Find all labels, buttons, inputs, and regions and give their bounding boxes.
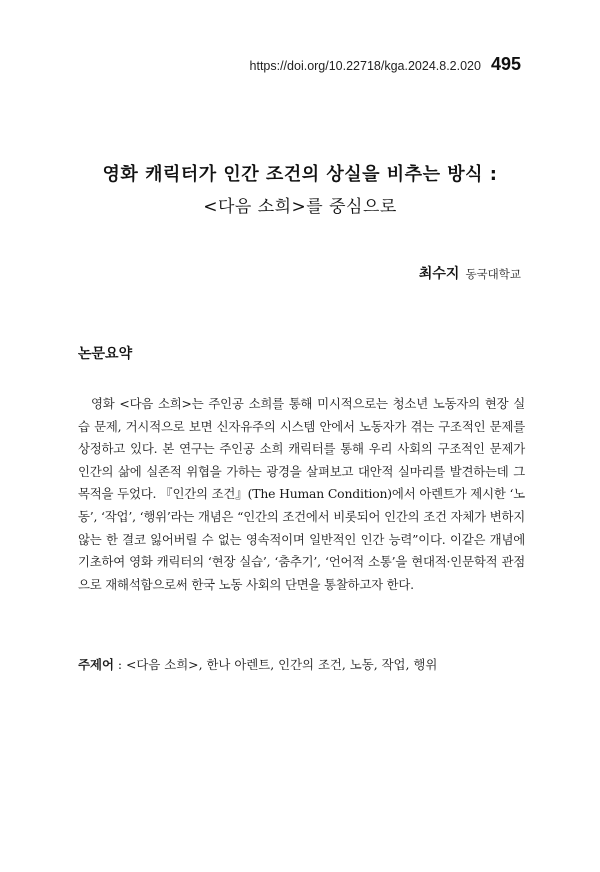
author-name: 최수지	[418, 266, 460, 282]
abstract-body: 영화 <다음 소희>는 주인공 소희를 통해 미시적으로는 청소년 노동자의 현장 실습 문제, 거시적으로 보면 신자유주의 시스템 안에서 노동자가 겪는 구조적인 문제를 상정하고 있다. 본 연구는 주인공 소희 캐릭터를 통해 우리 사회의 구조적인 문제가 인간의 삶에 실존적 위협을 가하는 광경을 살펴보고 대안적 실마리를 발견하는데 그 목적을 두었다. 『인간의 조건』(The Human Condition)에서 아렌트가 제시한 ‘노동’, ‘작업’, ‘행위’라는 개념은 “인간의 조건에서 비롯되어 인간의 조건 자체가 변하지 않는 한 결코 잃어버릴 수 없는 영속적이며 일반적인 인간 능력”이다. 이같은 개념에 기초하여 영화 캐릭터의 ‘현장 실습’, ‘춤추기’, ‘언어적 소통’을 현대적·인문학적 관점으로 재해석함으로써 한국 노동 사회의 단면을 통찰하고자 한다.	[78, 396, 525, 592]
keywords-line	[78, 655, 525, 673]
keywords-label: 주제어	[78, 657, 114, 672]
page-header	[250, 54, 521, 75]
author-block	[419, 263, 521, 283]
page-number: 495	[490, 54, 521, 74]
keywords-items: <다음 소희>, 한나 아렌트, 인간의 조건, 노동, 작업, 행위	[125, 657, 438, 672]
author-affiliation: 동국대학교	[465, 267, 521, 281]
keywords-separator: :	[113, 657, 126, 672]
title-block	[0, 160, 600, 217]
doi-link[interactable]: https://doi.org/10.22718/kga.2024.8.2.020	[249, 59, 481, 73]
paper-title: 영화 캐릭터가 인간 조건의 상실을 비추는 방식 :	[102, 164, 498, 185]
paper-subtitle: <다음 소희>를 중심으로	[203, 197, 397, 217]
abstract-heading: 논문요약	[78, 346, 133, 362]
